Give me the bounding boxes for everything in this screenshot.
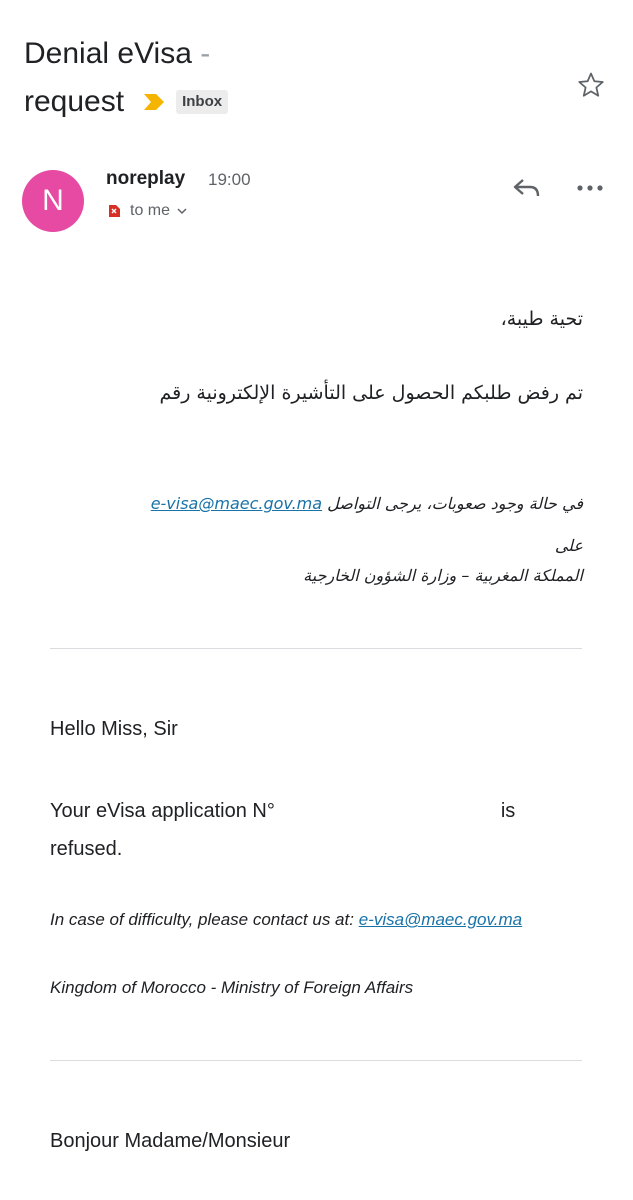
- arabic-contact-email-link[interactable]: e-visa@maec.gov.ma: [150, 494, 323, 513]
- email-subject: [24, 30, 564, 126]
- importance-marker-icon[interactable]: [142, 92, 166, 112]
- arabic-contact-text: في حالة وجود صعوبات، يرجى التواصل: [327, 494, 583, 513]
- english-application-status: [50, 792, 580, 868]
- sent-time: 19:00: [208, 170, 251, 189]
- english-greeting: Hello Miss, Sir: [50, 718, 178, 740]
- recipient-details-toggle[interactable]: [106, 202, 188, 220]
- application-suffix: refused.: [50, 838, 123, 860]
- subject-line1: Denial eVisa: [24, 37, 192, 70]
- star-icon[interactable]: [576, 70, 606, 100]
- english-contact-text: In case of difficulty, please contact us at:: [50, 910, 354, 929]
- more-icon[interactable]: [574, 176, 606, 200]
- chevron-down-icon: [176, 205, 188, 217]
- arabic-greeting: تحية طيبة،: [500, 308, 583, 330]
- section-divider: [50, 648, 582, 649]
- english-contact: [50, 902, 580, 938]
- sender-avatar[interactable]: N: [22, 170, 84, 232]
- section-divider: [50, 1060, 582, 1061]
- arabic-contact-on: على: [554, 536, 583, 555]
- inbox-label-badge[interactable]: Inbox: [176, 90, 228, 114]
- reply-icon[interactable]: [510, 172, 542, 204]
- subject-dash: -: [200, 37, 211, 70]
- arabic-refusal-text: تم رفض طلبكم الحصول على التأشيرة الإلكترونية رقم: [159, 382, 583, 404]
- french-greeting: Bonjour Madame/Monsieur: [50, 1130, 291, 1152]
- arabic-ministry: المملكة المغربية – وزارة الشؤون الخارجية: [303, 566, 583, 585]
- english-ministry: Kingdom of Morocco - Ministry of Foreign Affairs: [50, 978, 414, 997]
- sender-name: noreplay: [106, 168, 186, 189]
- english-contact-email-link[interactable]: e-visa@maec.gov.ma: [358, 910, 523, 929]
- arabic-contact: [63, 494, 583, 513]
- recipient-text: to me: [130, 202, 171, 219]
- application-prefix: Your eVisa application N°: [50, 800, 275, 822]
- subject-line2: request: [24, 85, 125, 118]
- label-icon: [106, 203, 122, 219]
- application-is: is: [500, 800, 516, 822]
